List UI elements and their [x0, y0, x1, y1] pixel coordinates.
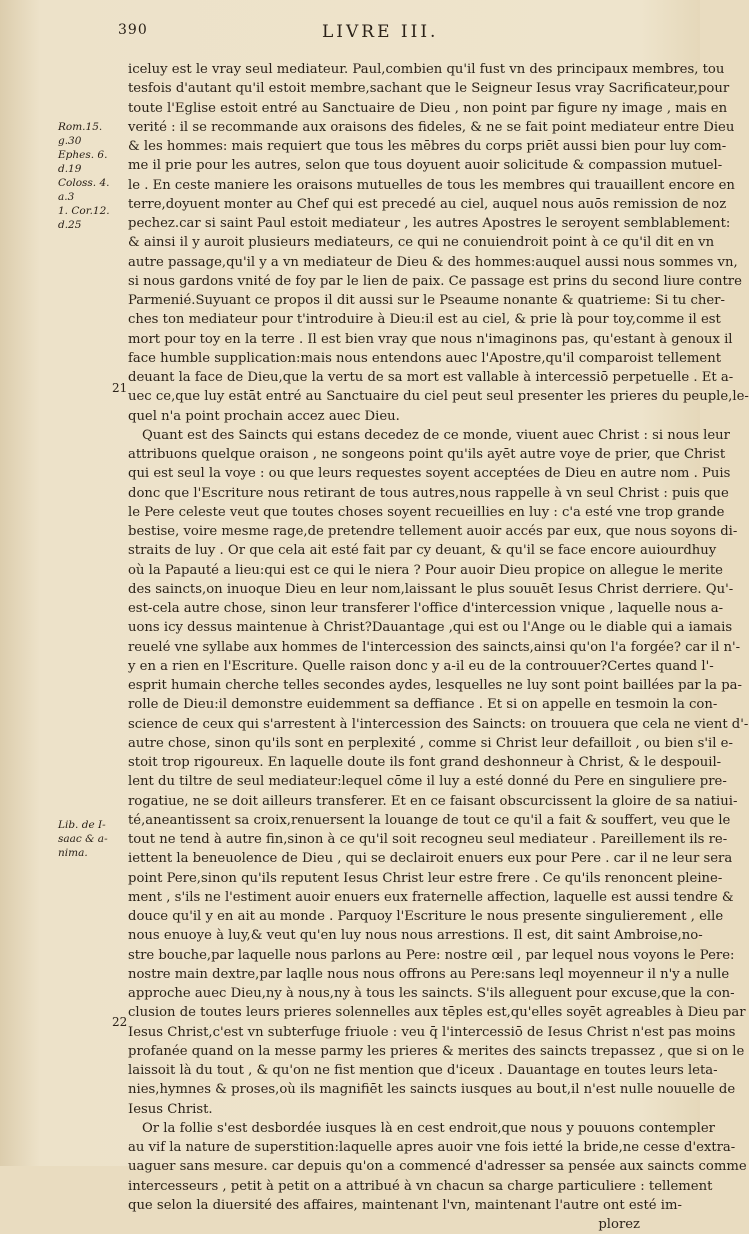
text-line: uec ce,que luy estāt entré au Sanctuaire du ciel peut seul presenter les prieres du peuple,le- [128, 389, 749, 405]
text-line: rolle de Dieu:il demonstre euidemment sa deffiance . Et si on appelle en tesmoin la con- [128, 697, 718, 713]
text-line: intercesseurs , petit à petit on a attribué à vn chacun sa charge particuliere : tellement [128, 1178, 713, 1194]
body-text [128, 60, 749, 1234]
text-line: y en a rien en l'Escriture. Quelle raison donc y a-il eu de la controuuer?Certes quand l'- [128, 658, 714, 674]
margin-note-line: Ephes. 6. [58, 149, 108, 161]
text-line: si nous gardons vnité de foy par le lien de paix. Ce passage est prins du second liure contre [128, 273, 742, 289]
text-line: pechez.car si saint Paul estoit mediateur , les autres Apostres le seroyent semblablement: [128, 216, 731, 231]
text-line: approche auec Dieu,ny à nous,ny à tous les saincts. S'ils alleguent pour excuse,que la con- [128, 986, 735, 1001]
text-line: stre bouche,par laquelle nous parlons au Pere: nostre œil , par lequel nous voyons le Pere: [128, 947, 735, 963]
text-line: rogatiue, ne se doit ailleurs transferer. Et en ce faisant obscurcissent la gloire de sa natiui- [128, 793, 738, 809]
text-line: point Pere,sinon qu'ils reputent Iesus Christ leur estre frere . Ce qu'ils renoncent pleine- [128, 870, 723, 886]
text-line: Parmenié.Suyuant ce propos il dit aussi sur le Pseaume nonante & quatrieme: Si tu cher- [128, 293, 725, 308]
text-line: Iesus Christ. [128, 1101, 213, 1117]
text-line: deuant la face de Dieu,que la vertu de sa mort est vallable à intercessiō perpetuelle . Et a- [128, 370, 734, 385]
text-line: douce qu'il y en ait au monde . Parquoy l'Escriture le nous presente singulierement , elle [128, 909, 724, 924]
margin-note-line: a.3 [58, 191, 75, 203]
text-line: nies,hymnes & proses,où ils magnifiēt les saincts iusques au bout,il n'est nulle nouuelle de [128, 1082, 736, 1098]
page-header [0, 22, 700, 52]
text-line: & les hommes: mais requiert que tous les mēbres du corps priēt aussi bien pour luy com- [128, 139, 727, 154]
catchword: plorez [598, 1217, 640, 1232]
text-line: straits de luy . Or que cela ait esté fait par cy deuant, & qu'il se face encore auiourdhuy [128, 543, 717, 559]
text-line: au vif la nature de superstition:laquelle apres auoir vne fois ietté la bride,ne cesse d'extra- [128, 1140, 736, 1155]
text-line: donc que l'Escriture nous retirant de tous autres,nous rappelle à vn seul Christ : puis que [128, 485, 729, 501]
margin-note-line: d.19 [58, 163, 82, 175]
text-line: profanée quand on la messe parmy les prieres & merites des saincts trepassez , que si on le [128, 1043, 745, 1059]
text-line: science de ceux qui s'arrestent à l'intercession des Saincts: on trouuera que cela ne vient d'- [128, 716, 749, 732]
text-line: té,aneantissent sa croix,renuersent la louange de tout ce qu'il a fait & souffert, veu que le [128, 812, 731, 828]
text-line: nostre main dextre,par laqlle nous nous offrons au Pere:sans leql moyenneur il n'y a nulle [128, 966, 730, 982]
margin-note-line: d.25 [58, 219, 82, 231]
text-line: Iesus Christ,c'est vn subterfuge friuole : veu q̄ l'intercessiō de Iesus Christ n'est pas moins [128, 1024, 736, 1040]
margin-note-line: nima. [58, 847, 88, 859]
text-line: bestise, voire mesme rage,de pretendre tellement auoir accés par eux, que nous soyons di- [128, 524, 738, 539]
margin-note-line: saac & a- [58, 833, 108, 845]
text-line: terre,doyuent monter au Chef qui est precedé au ciel, auquel nous auōs remission de noz [128, 196, 727, 212]
margin-note-line: 1. Cor.12. [58, 205, 110, 217]
text-line: est-cela autre chose, sinon leur transferer l'office d'intercession vnique , laquelle nous a- [128, 601, 724, 616]
text-line: qui est seul la voye : ou que leurs requestes soyent acceptées de Dieu en autre nom . Puis [128, 466, 731, 482]
text-line: des saincts,on inuoque Dieu en leur nom,laissant le plus souuēt Iesus Christ derriere. Qu'- [128, 581, 734, 597]
margin-note-line: g.30 [58, 135, 82, 147]
page-number: 390 [118, 22, 148, 38]
text-line: ment , s'ils ne l'estiment auoir enuers eux fraternelle affection, laquelle est aussi tendre & [128, 889, 734, 905]
text-line: autre passage,qu'il y a vn mediateur de Dieu & des hommes:auquel aussi nous sommes vn, [128, 254, 738, 270]
text-line: esprit humain cherche telles secondes aydes, lesquelles ne luy sont point baillées par la pa- [128, 678, 742, 693]
text-line: laissoit là du tout , & qu'on ne fist mention que d'iceux . Dauantage en toutes leurs leta- [128, 1063, 718, 1078]
text-line: me il prie pour les autres, selon que tous doyuent auoir solicitude & compassion mutuel- [128, 158, 723, 174]
text-line: iceluy est le vray seul mediateur. Paul,combien qu'il fust vn des principaux membres, tou [128, 62, 725, 77]
text-line: attribuons quelque oraison , ne songeons point qu'ils ayēt autre voye de prier, que Christ [128, 447, 726, 462]
text-line: le Pere celeste veut que toutes choses soyent recueillies en luy : c'a esté vne trop grande [128, 504, 725, 520]
text-line: Quant est des Saincts qui estans decedez de ce monde, viuent auec Christ : si nous leur [142, 427, 730, 443]
text-line: Or la follie s'est desbordée iusques là en cest endroit,que nous y pouuons contempler [142, 1120, 715, 1136]
text-line: le . En ceste maniere les oraisons mutuelles de tous les membres qui trauaillent encore en [128, 177, 735, 193]
text-line: iettent la beneuolence de Dieu , qui se declairoit enuers eux pour Pere . car il ne leur sera [128, 851, 733, 867]
text-line: où la Papauté a lieu:qui est ce qui le niera ? Pour auoir Dieu propice on allegue le merite [128, 562, 723, 578]
text-line: que selon la diuersité des affaires, maintenant l'vn, maintenant l'autre ont esté im- [128, 1197, 682, 1213]
text-line: tesfois d'autant qu'il estoit membre,sachant que le Seigneur Iesus vray Sacrificateur,pour [128, 81, 730, 97]
margin-note-scripture-refs [58, 120, 118, 232]
text-line: verité : il se recommande aux oraisons des fideles, & ne se fait point mediateur entre Dieu [128, 119, 735, 135]
text-line: face humble supplication:mais nous entendons auec l'Apostre,qu'il comparoist tellement [128, 350, 721, 366]
text-line: autre chose, sinon qu'ils sont en perplexité , comme si Christ leur defailloit , ou bien s'il e- [128, 735, 733, 751]
text-line: reuelé vne syllabe aux hommes de l'intercession des saincts,ainsi qu'on l'a forgée? car il n'- [128, 639, 741, 655]
text-line: uaguer sans mesure. car depuis qu'on a commencé d'adresser sa pensée aux saincts comme [128, 1159, 747, 1175]
text-line: nous enuoye à luy,& veut qu'en luy nous nous arrestions. Il est, dit saint Ambroise,no- [128, 928, 703, 944]
margin-note-line: Coloss. 4. [58, 177, 110, 189]
text-line: quel n'a point prochain accez auec Dieu. [128, 408, 400, 424]
paragraph-number: 21 [112, 381, 128, 395]
margin-note-ambrose-ref [58, 818, 118, 860]
text-line: clusion de toutes leurs prieres solennelles aux tēples est,qu'elles soyēt agreables à Dieu par [128, 1005, 746, 1021]
text-line: ches ton mediateur pour t'introduire à Dieu:il est au ciel, & prie là pour toy,comme il est [128, 312, 721, 328]
text-line: & ainsi il y auroit plusieurs mediateurs, ce qui ne conuiendroit point à ce qu'il dit en vn [128, 235, 715, 251]
running-title: LIVRE III. [322, 22, 439, 42]
text-line: toute l'Eglise estoit entré au Sanctuaire de Dieu , non point par figure ny image , mais en [128, 100, 728, 116]
margin-note-line: Rom.15. [58, 121, 103, 133]
text-line: mort pour toy en la terre . Il est bien vray que nous n'imaginons pas, qu'estant à genoux il [128, 331, 733, 347]
text-line: stoit trop rigoureux. En laquelle doute ils font grand deshonneur à Christ, & le despouil- [128, 755, 722, 770]
text-line: uons icy dessus maintenue à Christ?Dauantage ,qui est ou l'Ange ou le diable qui a iamais [128, 620, 733, 636]
text-line: tout ne tend à autre fin,sinon à ce qu'il soit recogneu seul mediateur . Pareillement ils re- [128, 832, 728, 847]
text-line: lent du tiltre de seul mediateur:lequel cōme il luy a esté donné du Pere en singuliere pre- [128, 774, 727, 790]
margin-note-line: Lib. de I- [58, 819, 106, 831]
paragraph-number: 22 [112, 1015, 128, 1029]
